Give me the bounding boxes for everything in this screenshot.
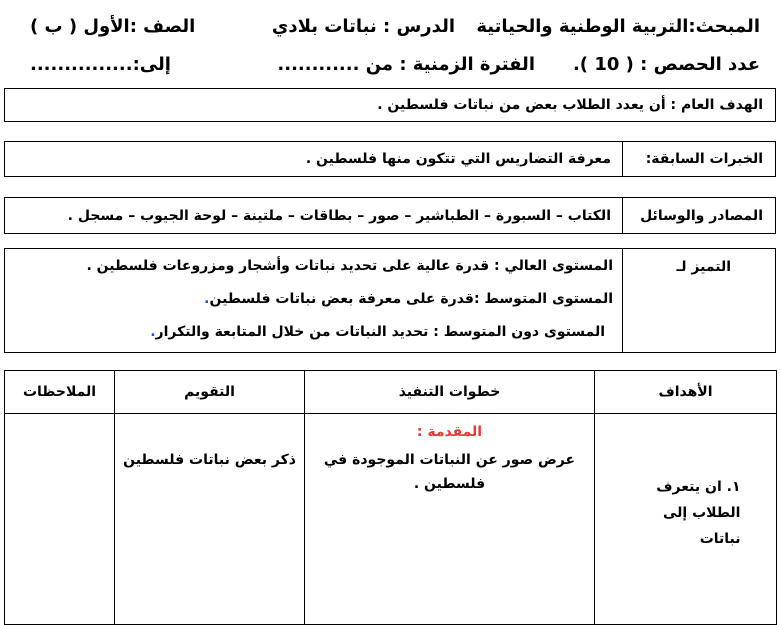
steps-line-1: عرض صور عن النباتات الموجودة في bbox=[323, 452, 576, 468]
general-goal-box bbox=[4, 88, 776, 122]
notes-cell bbox=[5, 414, 115, 625]
intro-label: المقدمة : bbox=[416, 424, 483, 440]
objective-text: ١. ان يتعرف الطلاب إلى نباتات bbox=[656, 479, 741, 547]
resources-divider bbox=[622, 198, 623, 233]
level-low bbox=[150, 324, 605, 340]
header-evaluation: التقويم bbox=[115, 371, 305, 414]
level-mid-dot: . bbox=[204, 291, 210, 307]
header-steps: خطوات التنفيذ bbox=[305, 371, 595, 414]
differentiation-divider bbox=[622, 249, 623, 352]
lesson-plan-table bbox=[4, 370, 777, 625]
table-row bbox=[5, 414, 777, 625]
evaluation-cell bbox=[115, 414, 305, 625]
header-objectives: الأهداف bbox=[595, 371, 777, 414]
steps-cell bbox=[305, 414, 595, 625]
level-low-dot: . bbox=[150, 324, 156, 340]
lesson-title: الدرس : نباتات بلادي bbox=[271, 16, 455, 37]
steps-line-2: فلسطين . bbox=[413, 476, 486, 492]
level-low-text: المستوى دون المتوسط : تحديد النباتات من خلال المتابعة والتكرار bbox=[155, 324, 605, 340]
resources-label: المصادر والوسائل bbox=[640, 207, 763, 224]
level-high: المستوى العالي : قدرة عالية على تحديد نباتات وأشجار ومزروعات فلسطين . bbox=[86, 258, 613, 274]
period-to: إلى:............... bbox=[30, 54, 171, 75]
table-header-row bbox=[5, 371, 777, 414]
differentiation-label: التميز لـ bbox=[676, 259, 731, 275]
prior-experience-label: الخبرات السابقة: bbox=[645, 151, 763, 167]
resources-value: الكتاب – السبورة – الطباشير – صور – بطاقات – ملتينة – لوحة الجيوب – مسجل . bbox=[67, 207, 611, 224]
sessions-count: عدد الحصص : ( 10 ). bbox=[572, 54, 760, 75]
differentiation-box bbox=[4, 248, 776, 353]
header-notes: الملاحظات bbox=[5, 371, 115, 414]
level-mid bbox=[204, 291, 613, 307]
prior-experience-box bbox=[4, 141, 776, 177]
subject-title: المبحث:التربية الوطنية والحياتية bbox=[476, 16, 760, 37]
class-title: الصف :الأول ( ب ) bbox=[30, 16, 196, 37]
general-goal-text: الهدف العام : أن يعدد الطلاب بعض من نباتات فلسطين . bbox=[377, 97, 763, 113]
evaluation-text: ذكر بعض نباتات فلسطين bbox=[123, 452, 296, 468]
resources-box bbox=[4, 197, 776, 234]
level-mid-text: المستوى المتوسط :قدرة على معرفة بعض نباتات فلسطين bbox=[209, 291, 613, 307]
prior-experience-value: معرفة التضاريس التي تتكون منها فلسطين . bbox=[305, 151, 611, 167]
prior-experience-divider bbox=[622, 142, 623, 176]
objective-cell bbox=[595, 414, 777, 625]
time-period: الفترة الزمنية : من ............ bbox=[277, 54, 535, 75]
